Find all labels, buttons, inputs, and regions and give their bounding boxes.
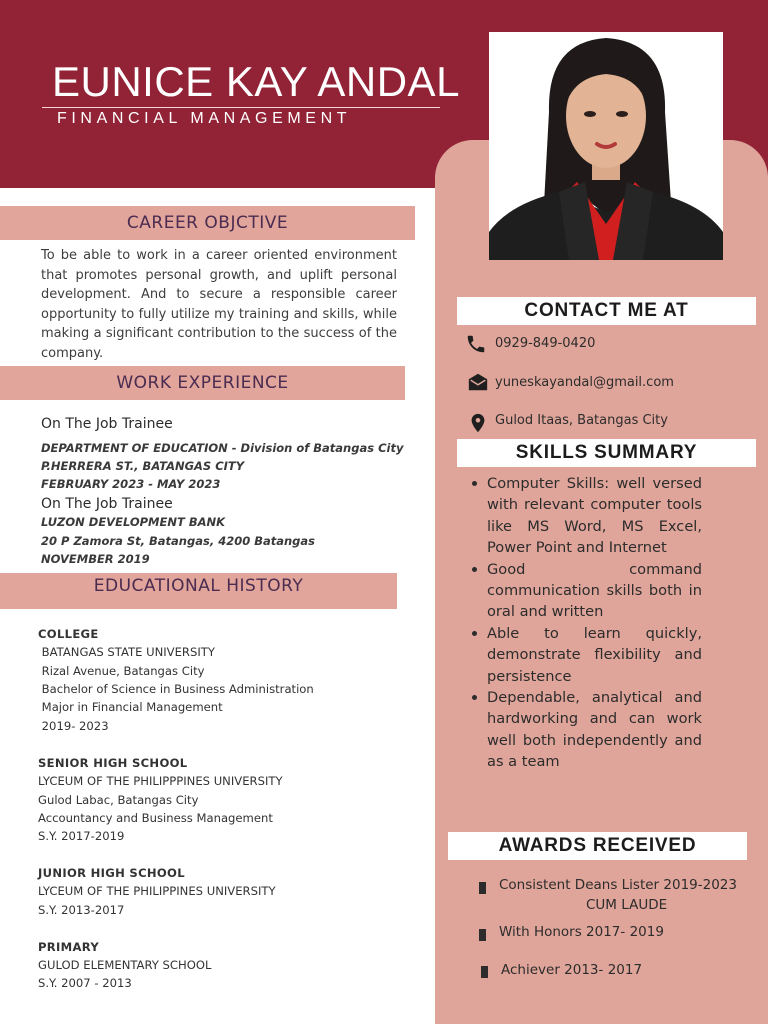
education-detail: LYCEUM OF THE PHILIPPPINES UNIVERSITY <box>38 774 283 788</box>
candidate-name: EUNICE KAY ANDAL <box>52 58 460 105</box>
contact-email: yuneskayandal@gmail.com <box>495 375 674 390</box>
education-detail: Accountancy and Business Management <box>38 811 273 825</box>
job-detail: 20 P Zamora St, Batangas, 4200 Batangas <box>41 534 316 548</box>
job-detail: DEPARTMENT OF EDUCATION - Division of Batangas City <box>41 441 404 455</box>
education-detail: LYCEUM OF THE PHILIPPINES UNIVERSITY <box>38 884 276 898</box>
skills-heading: SKILLS SUMMARY <box>457 439 756 467</box>
award-item: Achiever 2013- 2017 <box>501 962 643 978</box>
contact-heading: CONTACT ME AT <box>457 297 756 325</box>
award-item-detail: CUM LAUDE <box>586 897 668 913</box>
location-pin-icon <box>467 412 489 434</box>
skills-list <box>470 473 702 773</box>
award-item: With Honors 2017- 2019 <box>499 924 664 940</box>
skill-item: Good command communication skills both in oral and written <box>470 559 702 623</box>
award-bullet-icon <box>479 929 486 941</box>
skill-item: Computer Skills: well versed with relevant computer tools like MS Word, MS Excel, Power Point and Internet <box>470 473 702 559</box>
job-title: On The Job Trainee <box>41 496 173 512</box>
awards-heading: AWARDS RECEIVED <box>448 832 747 860</box>
objective-text: To be able to work in a career oriented environment that promotes personal growth, and uplift personal development. And to secure a responsible career opportunity to fully utilize my training and skills, while making a significant contribution to the success of the company. <box>41 248 397 361</box>
job-detail: P.HERRERA ST., BATANGAS CITY <box>41 459 245 473</box>
education-detail: Major in Financial Management <box>38 700 223 714</box>
job-title: On The Job Trainee <box>41 416 173 432</box>
envelope-icon <box>467 371 489 393</box>
skill-item: Able to learn quickly, demonstrate flexibility and persistence <box>470 623 702 687</box>
phone-icon <box>465 333 487 355</box>
contact-phone: 0929-849-0420 <box>495 336 596 351</box>
candidate-title: FINANCIAL MANAGEMENT <box>57 110 352 127</box>
educational-history-heading: EDUCATIONAL HISTORY <box>0 573 397 609</box>
profile-photo <box>489 32 723 260</box>
education-level: JUNIOR HIGH SCHOOL <box>38 866 185 880</box>
education-detail: Bachelor of Science in Business Administration <box>38 682 314 696</box>
education-detail: 2019- 2023 <box>38 719 109 733</box>
education-level: PRIMARY <box>38 940 100 954</box>
work-experience-heading: WORK EXPERIENCE <box>0 366 405 400</box>
education-detail: S.Y. 2017-2019 <box>38 829 125 843</box>
education-detail: Gulod Labac, Batangas City <box>38 793 199 807</box>
education-detail: S.Y. 2007 - 2013 <box>38 976 132 990</box>
job-detail: NOVEMBER 2019 <box>41 552 150 566</box>
award-bullet-icon <box>481 966 488 978</box>
education-detail: GULOD ELEMENTARY SCHOOL <box>38 958 212 972</box>
education-detail: S.Y. 2013-2017 <box>38 903 125 917</box>
education-detail: Rizal Avenue, Batangas City <box>38 664 205 678</box>
contact-address: Gulod Itaas, Batangas City <box>495 413 668 428</box>
career-objective-heading: CAREER OBJCTIVE <box>0 206 415 240</box>
education-detail: BATANGAS STATE UNIVERSITY <box>38 645 215 659</box>
job-detail: FEBRUARY 2023 - MAY 2023 <box>41 477 221 491</box>
job-detail: LUZON DEVELOPMENT BANK <box>41 515 226 529</box>
name-divider <box>42 107 440 108</box>
skill-item: Dependable, analytical and hardworking and can work well both independently and as a team <box>470 687 702 773</box>
award-bullet-icon <box>479 882 486 894</box>
education-level: COLLEGE <box>38 627 99 641</box>
award-item: Consistent Deans Lister 2019-2023 <box>499 877 737 893</box>
portrait-illustration <box>489 32 723 260</box>
education-level: SENIOR HIGH SCHOOL <box>38 756 188 770</box>
